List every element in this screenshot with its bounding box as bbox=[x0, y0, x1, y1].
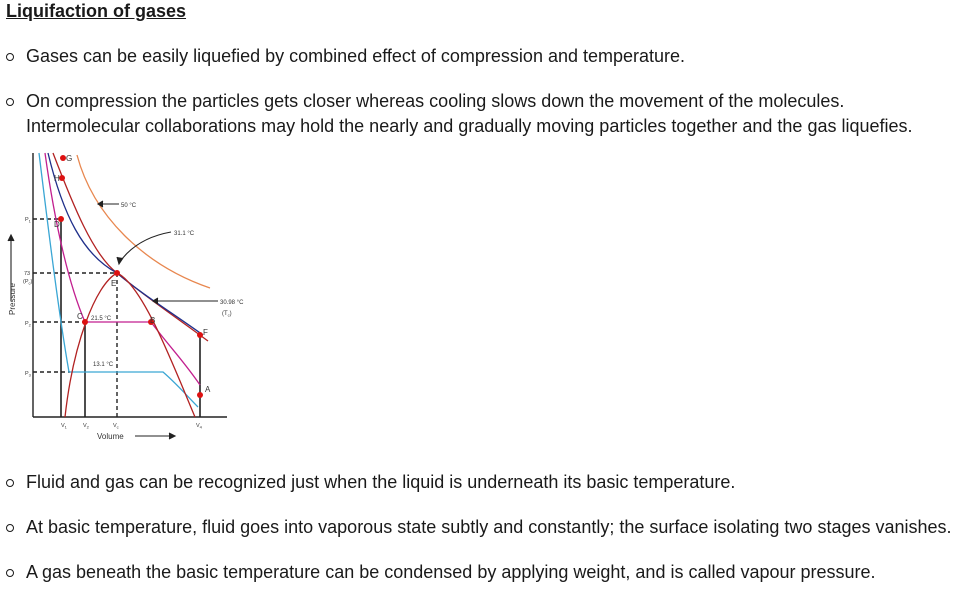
point-a-dot bbox=[197, 392, 203, 398]
pv-isotherm-diagram bbox=[3, 145, 255, 445]
bullet-vapour-pressure: A gas beneath the basic temperature can be condensed by applying weight, and is called vapour pressure. bbox=[26, 560, 956, 585]
isotherm-21-5c bbox=[45, 153, 200, 385]
bullet-compression-temperature: Gases can be easily liquefied by combined effect of compression and temperature. bbox=[26, 44, 956, 69]
label-vc: $V_c$ bbox=[113, 423, 119, 430]
label-pc: $(P_c)$ bbox=[23, 279, 33, 286]
point-e-label: E bbox=[111, 279, 117, 288]
point-f-label: F bbox=[203, 328, 208, 337]
point-a-label: A bbox=[205, 385, 211, 394]
label-p1: $P_1$ bbox=[25, 217, 31, 224]
label-73: 73 bbox=[24, 271, 31, 277]
label-v4: $V_4$ bbox=[196, 423, 202, 430]
point-g-label: G bbox=[66, 154, 73, 163]
bullet-critical-distinction: Fluid and gas can be recognized just when the liquid is underneath its basic temperature. bbox=[26, 470, 956, 495]
isotherm-30-98c bbox=[48, 153, 203, 335]
point-d-label: D bbox=[54, 220, 60, 229]
label-p2: $P_2$ bbox=[25, 321, 31, 328]
label-tc: $(T_c)$ bbox=[222, 311, 232, 318]
point-c-label: C bbox=[77, 312, 83, 321]
label-50c: 50 °C bbox=[121, 203, 137, 209]
bullet-critical-temperature: At basic temperature, fluid goes into vaporous state subtly and constantly; the surface isolating two stages vanishes. bbox=[26, 515, 956, 540]
point-b-label: B bbox=[150, 316, 156, 325]
bullet-molecular-interaction: On compression the particles gets closer whereas cooling slows down the movement of the molecules. Intermolecular collaborations may hold the nearly and gradually moving particles together and the gas liquefies. bbox=[26, 89, 956, 138]
point-h-label: H bbox=[54, 174, 60, 183]
page-title: Liquifaction of gases bbox=[6, 1, 187, 21]
point-h-dot bbox=[59, 175, 65, 181]
label-v1: $V_1$ bbox=[61, 423, 67, 430]
label-v2: $V_2$ bbox=[83, 423, 89, 430]
label-p3: $P_3$ bbox=[25, 371, 31, 378]
y-axis-title: Pressure bbox=[8, 282, 17, 315]
label-13-1c: 13.1 °C bbox=[93, 362, 114, 368]
label-31-1c: 31.1 °C bbox=[174, 231, 195, 237]
label-21-5c: 21.5 °C bbox=[91, 316, 112, 322]
label-30-98c: 30.98 °C bbox=[220, 300, 244, 306]
point-e-dot bbox=[114, 270, 120, 276]
isotherm-50c bbox=[77, 155, 210, 288]
point-c-dot bbox=[82, 319, 88, 325]
x-axis-title: Volume bbox=[97, 432, 124, 441]
